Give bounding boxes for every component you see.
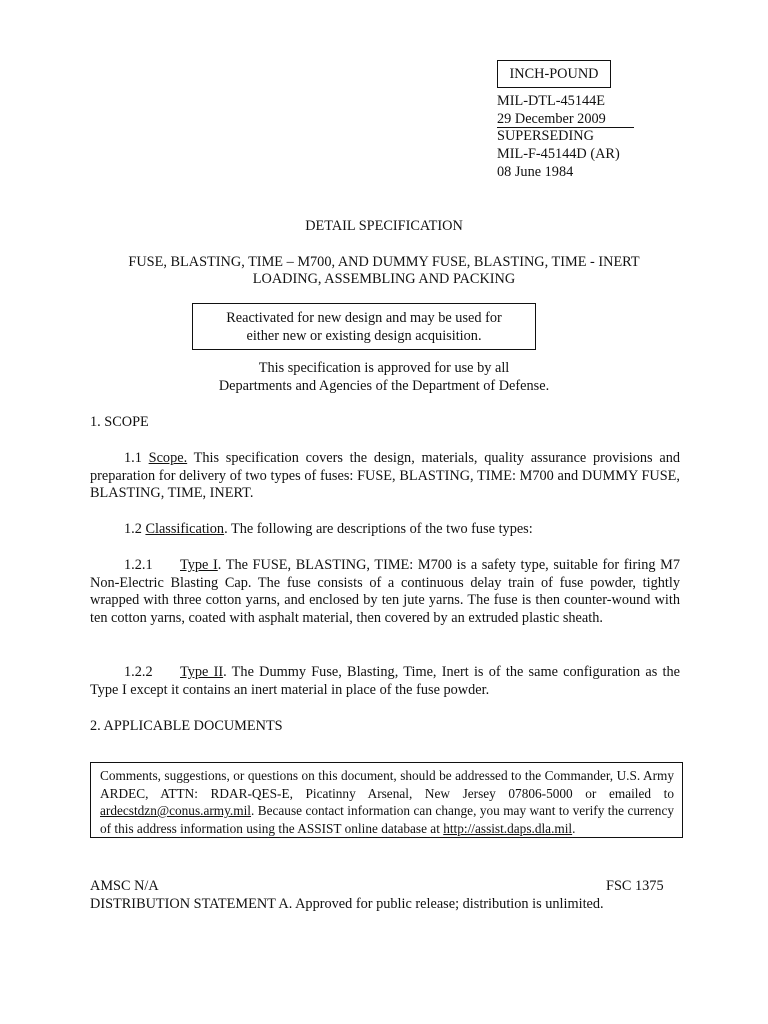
paragraph-1-1 <box>90 450 680 503</box>
para-1-2-1-number: 1.2.1 <box>124 557 153 573</box>
fsc-label: FSC 1375 <box>606 878 664 894</box>
para-1-2-2-title: Type II <box>180 664 224 680</box>
paragraph-1-2-2 <box>90 664 680 699</box>
approval-line-2: Departments and Agencies of the Department of Defense. <box>218 378 550 394</box>
comments-email-link[interactable]: ardecstdzn@conus.army.mil <box>100 803 251 818</box>
para-1-2-text: . The following are descriptions of the two fuse types: <box>224 521 533 537</box>
title-line-1: FUSE, BLASTING, TIME – M700, AND DUMMY FUSE, BLASTING, TIME - INERT <box>128 254 640 270</box>
doc-date-text: 29 December 2009 <box>497 111 634 128</box>
assist-url-link[interactable]: http://assist.daps.dla.mil <box>443 820 573 836</box>
para-1-2-2-number: 1.2.2 <box>124 664 153 680</box>
doc-date <box>497 111 634 129</box>
spec-type: DETAIL SPECIFICATION <box>305 218 463 234</box>
para-1-2-1-title: Type I <box>180 557 218 573</box>
inch-pound-box <box>497 60 611 88</box>
paragraph-1-2 <box>90 521 680 539</box>
reactivated-notice <box>192 303 536 350</box>
distribution-statement: DISTRIBUTION STATEMENT A. Approved for public release; distribution is unlimited. <box>90 896 604 912</box>
para-1-2-number: 1.2 <box>124 521 146 537</box>
comments-box <box>90 762 683 838</box>
para-1-2-1-text: . The FUSE, BLASTING, TIME: M700 is a safety type, suitable for firing M7 Non-Electric Blasting Cap. The fuse consists of a continuous delay train of fuse powder, tightly wrapped with three cotton yarns, and enclosed by ten jute yarns. The fuse is then counter-wound with ten cotton yarns, coated with asphalt material, then covered by an extruded plastic sheath. <box>90 557 680 627</box>
paragraph-1-2-1 <box>90 557 680 628</box>
reactivated-line-2: either new or existing design acquisition. <box>246 327 482 344</box>
para-1-2-title: Classification <box>145 521 225 537</box>
superseded-doc: MIL-F-45144D (AR) <box>497 146 620 162</box>
section-1-heading: 1. SCOPE <box>90 414 149 430</box>
para-1-2-2-text: . The Dummy Fuse, Blasting, Time, Inert is of the same configuration as the Type I except it contains an inert material in place of the fuse powder. <box>90 664 681 698</box>
para-1-1-text: This specification covers the design, materials, quality assurance provisions and preparation for delivery of two types of fuses: FUSE, BLASTING, TIME: M700 and DUMMY FUSE, BLASTING, TIME, INERT. <box>90 450 680 502</box>
superseding-label: SUPERSEDING <box>497 128 594 144</box>
comments-text-2: . Because contact information can change, you may want to verify the currency of this address information using the ASSIST online database at <box>100 803 674 836</box>
title-line-2: LOADING, ASSEMBLING AND PACKING <box>252 271 516 287</box>
doc-number: MIL-DTL-45144E <box>497 93 605 109</box>
para-1-1-title: Scope. <box>148 450 188 466</box>
superseded-date: 08 June 1984 <box>497 164 574 180</box>
section-2-heading: 2. APPLICABLE DOCUMENTS <box>90 718 283 734</box>
amsc-label: AMSC N/A <box>90 878 159 894</box>
comments-text-1: Comments, suggestions, or questions on this document, should be addressed to the Commander, U.S. Army ARDEC, ATTN: RDAR-QES-E, Picatinny Arsenal, New Jersey 07806-5000 or emailed to <box>100 768 674 801</box>
para-1-1-number: 1.1 <box>124 450 149 466</box>
comments-text-3: . <box>572 820 576 836</box>
unit-system-label: INCH-POUND <box>509 66 599 82</box>
reactivated-line-1: Reactivated for new design and may be used for <box>226 310 502 326</box>
approval-line-1: This specification is approved for use by all <box>258 360 510 376</box>
